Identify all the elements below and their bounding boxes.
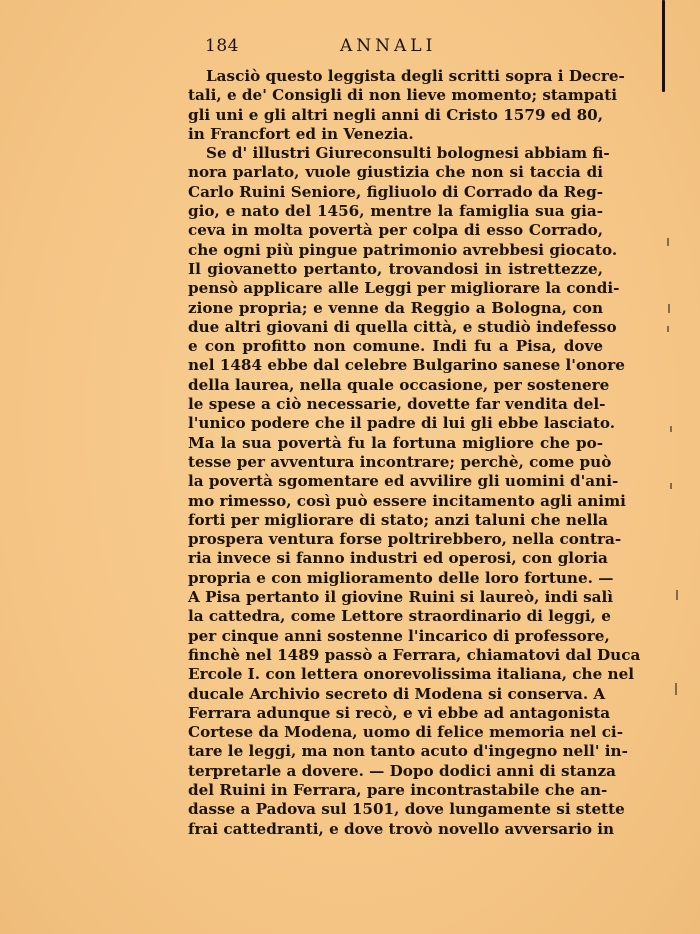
text-line: la povertà sgomentare ed avvilire gli uomini d'ani- xyxy=(188,472,619,491)
text-line: ducale Archivio secreto di Modena si conserva. A xyxy=(188,684,606,703)
text-line: che ogni più pingue patrimonio avrebbesi giocato. xyxy=(188,240,618,259)
text-line: della laurea, nella quale occasione, per sostenere xyxy=(188,375,610,394)
text-line: le spese a ciò necessarie, dovette far vendita del- xyxy=(188,395,606,414)
text-line: Il giovanetto pertanto, trovandosi in istrettezze, xyxy=(188,259,603,278)
text-line: Lasciò questo leggista degli scritti sopra i Decre- xyxy=(206,67,625,85)
text-line: finchè nel 1489 passò a Ferrara, chiamatovi dal Duca xyxy=(188,645,641,664)
running-title: ANNALI xyxy=(340,36,437,56)
text-line: gli uni e gli altri negli anni di Cristo 1579 ed 80, xyxy=(188,105,603,124)
text-line: Ma la sua povertà fu la fortuna migliore che po- xyxy=(188,433,603,452)
text-line: due altri giovani di quella città, e studiò indefesso xyxy=(188,317,617,336)
page-number: 184 xyxy=(205,36,239,56)
text-line: del Ruini in Ferrara, pare incontrastabile che an- xyxy=(188,780,608,799)
text-line: in Francfort ed in Venezia. xyxy=(188,124,414,143)
text-line: per cinque anni sostenne l'incarico di professore, xyxy=(188,626,610,645)
text-line: Cortese da Modena, uomo di felice memoria nel ci- xyxy=(188,723,624,742)
margin-mark xyxy=(670,426,672,432)
margin-mark xyxy=(676,590,678,600)
text-line: nel 1484 ebbe dal celebre Bulgarino sanese l'onore xyxy=(188,356,625,375)
text-line: dasse a Padova sul 1501, dove lungamente si stette xyxy=(188,800,625,819)
text-line: Carlo Ruini Seniore, figliuolo di Corrado da Reg- xyxy=(188,182,603,201)
text-line: forti per migliorare di stato; anzi taluni che nella xyxy=(188,510,609,529)
text-line: terpretarle a dovere. — Dopo dodici anni di stanza xyxy=(188,761,616,780)
text-line: la cattedra, come Lettore straordinario di leggi, e xyxy=(188,607,611,626)
text-line: A Pisa pertanto il giovine Ruini si laureò, indi salì xyxy=(188,588,614,607)
text-line: propria e con miglioramento delle loro fortune. — xyxy=(188,568,614,587)
body-text xyxy=(188,67,641,839)
text-line: ceva in molta povertà per colpa di esso Corrado, xyxy=(188,221,603,240)
margin-mark xyxy=(667,238,669,246)
text-line: tali, e de' Consigli di non lieve momento; stampati xyxy=(188,86,618,105)
margin-mark xyxy=(668,304,670,313)
text-line: pensò applicare alle Leggi per migliorare la condi- xyxy=(188,279,620,298)
text-line: Ercole I. con lettera onorevolissima italiana, che nel xyxy=(188,665,635,684)
page-header xyxy=(205,36,600,58)
text-line: Se d' illustri Giureconsulti bolognesi abbiam fi- xyxy=(206,144,610,163)
margin-mark xyxy=(675,683,677,695)
text-line: mo rimesso, così può essere incitamento agli animi xyxy=(188,491,626,510)
text-line: tare le leggi, ma non tanto acuto d'ingegno nell' in- xyxy=(188,742,628,761)
margin-mark xyxy=(667,326,669,332)
page-edge-line xyxy=(662,0,665,92)
text-line: ria invece si fanno industri ed operosi, con gloria xyxy=(188,549,608,568)
text-line: e con profitto non comune. Indi fu a Pisa, dove xyxy=(188,337,603,356)
text-line: prospera ventura forse poltrirebbero, nella contra- xyxy=(188,530,622,549)
text-line: nora parlato, vuole giustizia che non si taccia di xyxy=(188,163,603,182)
margin-mark xyxy=(670,483,672,489)
text-line: frai cattedranti, e dove trovò novello avversario in xyxy=(188,819,615,838)
text-line: Ferrara adunque si recò, e vi ebbe ad antagonista xyxy=(188,703,611,722)
text-line: gio, e nato del 1456, mentre la famiglia sua gia- xyxy=(188,202,603,221)
text-line: l'unico podere che il padre di lui gli ebbe lasciato. xyxy=(188,414,616,433)
text-line: zione propria; e venne da Reggio a Bologna, con xyxy=(188,298,603,317)
text-line: tesse per avventura incontrare; perchè, come può xyxy=(188,452,612,471)
